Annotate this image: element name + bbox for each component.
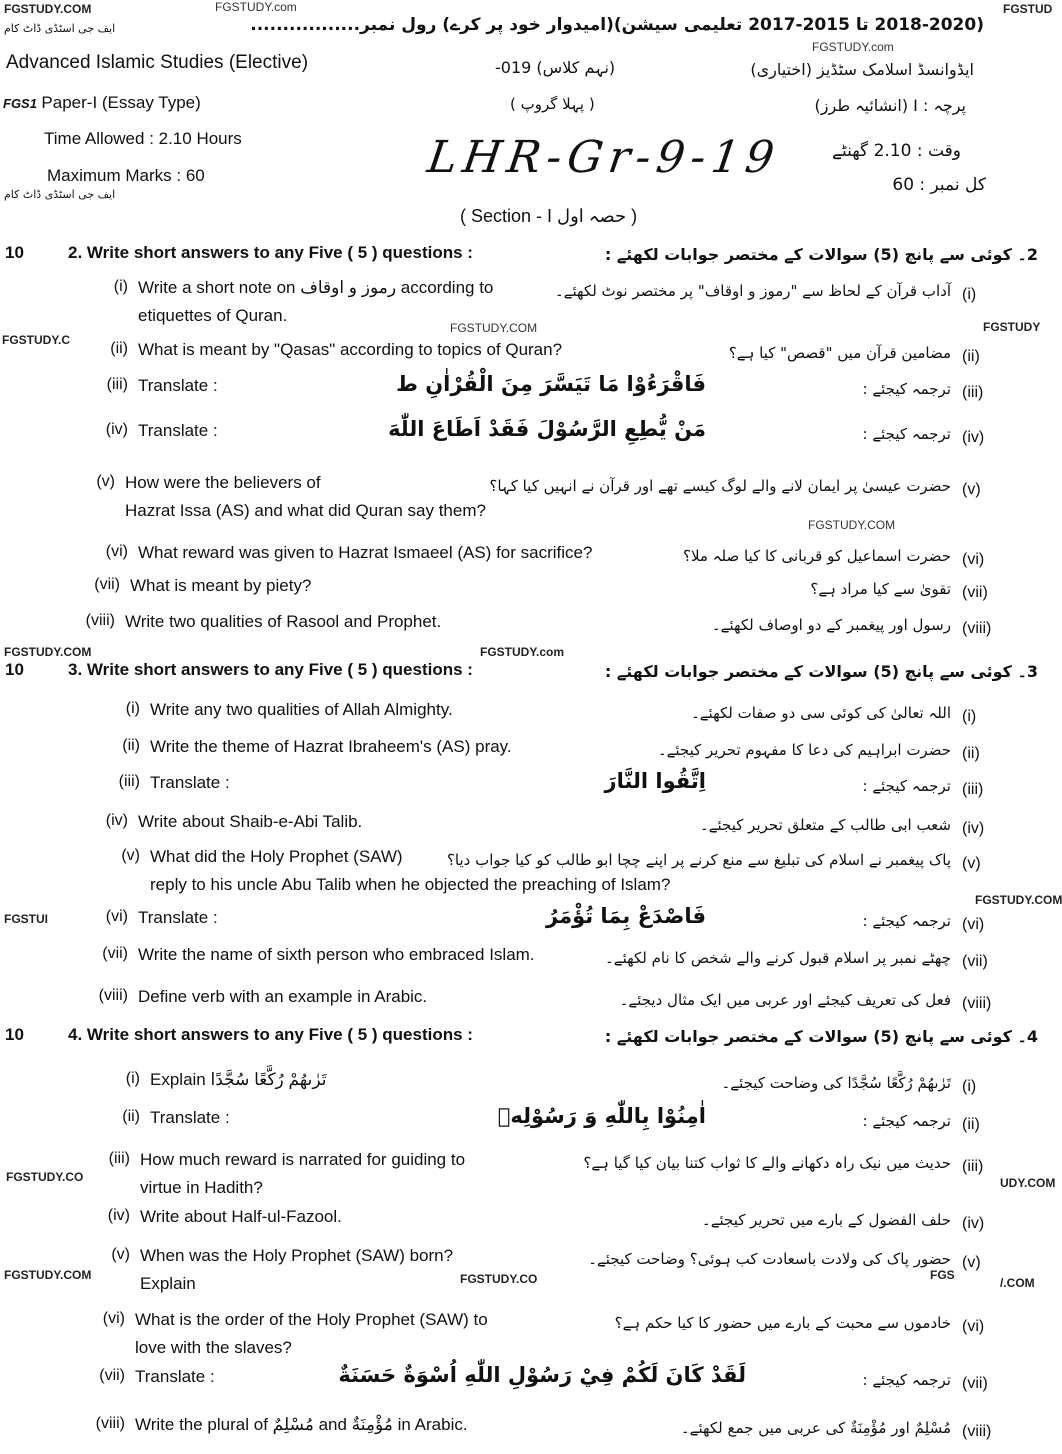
item-text-urdu: تَرٰىهُمْ رُكَّعًا سُجَّدًا کی وضاحت کیجئے۔ (721, 1074, 951, 1092)
item-number: (vii) (102, 945, 128, 962)
item-number-urdu: (ii) (962, 1116, 980, 1133)
item-number-urdu: (iv) (962, 1215, 985, 1232)
item-number: (vi) (102, 1310, 125, 1327)
item-number-urdu: (iv) (962, 820, 985, 837)
item-text-english: love with the slaves? (135, 1338, 292, 1357)
item-text-urdu: ترجمہ کیجئے : (862, 380, 951, 398)
site-name-urdu: ایف جی اسٹڈی ڈاٹ کام (4, 22, 116, 35)
item-number: (i) (125, 1070, 140, 1087)
item-text-english: Translate : (135, 1367, 215, 1386)
item-text-urdu: ترجمہ کیجئے : (862, 425, 951, 443)
item-text-english: Hazrat Issa (AS) and what did Quran say them? (125, 501, 486, 520)
item-text-english: Write about Shaib-e-Abi Talib. (138, 812, 363, 831)
item-text-english: How much reward is narrated for guiding to (140, 1150, 466, 1169)
item-number: (vi) (105, 543, 128, 560)
question-heading-english: 2. Write short answers to any Five ( 5 ) questions : (68, 243, 473, 262)
item-text-english: What is the order of the Holy Prophet (SAW) to (135, 1310, 488, 1329)
item-text-english: virtue in Hadith? (140, 1178, 263, 1197)
time-allowed-urdu: وقت : 2.10 گھنٹے (832, 141, 961, 161)
watermark: FGSTUDY (983, 320, 1041, 334)
item-number: (vii) (94, 576, 120, 593)
item-text-english: Translate : (138, 908, 218, 927)
item-number-urdu: (vii) (962, 584, 988, 601)
item-number: (iii) (118, 773, 140, 790)
maximum-marks-urdu: کل نمبر : 60 (892, 175, 986, 195)
watermark: FGSTUDY.COM (975, 893, 1062, 907)
arabic-verse: فَاقْرَءُوْا مَا تَيَسَّرَ مِنَ الْقُرْاٰنِ ط (396, 372, 706, 396)
item-number: (iii) (106, 376, 128, 393)
watermark: FGSTUDY.CO (6, 1170, 84, 1184)
item-number-urdu: (vi) (962, 551, 985, 568)
item-text-urdu: ترجمہ کیجئے : (862, 1112, 951, 1130)
item-text-english: How were the believers of (125, 473, 321, 492)
item-text-urdu: اللہ تعالیٰ کی کوئی سی دو صفات لکھئے۔ (690, 704, 951, 722)
arabic-verse: لَقَدْ كَانَ لَكُمْ فِيْ رَسُوْلِ اللّٰهِ اُسْوَةٌ حَسَنَةٌ (338, 1363, 746, 1387)
item-number: (vi) (105, 908, 128, 925)
item-text-english: Write the name of sixth person who embraced Islam. (138, 945, 535, 964)
item-text-english: What is meant by "Qasas" according to topics of Quran? (138, 340, 563, 359)
item-text-urdu: خادموں سے محبت کے بارے میں حضور کا کیا حکم ہے؟ (614, 1314, 951, 1332)
item-text-urdu: حضرت عیسیٰ پر ایمان لانے والے لوگ کیسے تھے اور قرآن نے انہیں کیا کہا؟ (489, 477, 951, 495)
arabic-verse: اِتَّقُوا النَّارَ (604, 769, 706, 793)
question-heading-urdu: 4۔ کوئی سے پانچ (5) سوالات کے مختصر جوابات لکھئے : (604, 1027, 1038, 1046)
item-text-urdu: حضور پاک کی ولادت باسعادت کب ہوئی؟ وضاحت کیجئے۔ (588, 1250, 951, 1268)
item-text-english: Write about Half-ul-Fazool. (140, 1207, 342, 1226)
item-text-urdu: رسول اور پیغمبر کے دو اوصاف لکھئے۔ (711, 616, 951, 634)
item-number-urdu: (viii) (962, 1423, 992, 1440)
watermark: FGS (930, 1268, 955, 1282)
item-number-urdu: (vii) (962, 1375, 988, 1392)
item-text-urdu: حلف الفضول کے بارے میں تحریر کیجئے۔ (701, 1211, 951, 1229)
item-text-urdu: چھٹے نمبر پر اسلام قبول کرنے والے شخص کا نام لکھئے۔ (605, 949, 951, 967)
watermark: FGSTUDY.COM (450, 321, 538, 335)
item-number: (i) (113, 278, 128, 295)
item-text-english: Write a short note on رموز و اوقاف according to (138, 278, 494, 297)
watermark: UDY.COM (1000, 1176, 1056, 1190)
item-number-urdu: (iii) (962, 384, 984, 401)
item-text-urdu: حضرت اسماعیل کو قربانی کا کیا صلہ ملا؟ (682, 547, 951, 565)
item-number-urdu: (i) (962, 286, 977, 303)
item-number-urdu: (i) (962, 708, 977, 725)
item-number: (iv) (107, 1207, 130, 1224)
handwritten-paper-code: LHR-Gr-9-19 (424, 132, 784, 183)
item-text-urdu: مُسْلِمٌ اور مُؤْمِنَةٌ کی عربی میں جمع لکھئے۔ (680, 1419, 951, 1437)
time-allowed-english: Time Allowed : 2.10 Hours (44, 129, 242, 148)
session-roll-number-line: (2018-2020 تا 2015-2017 تعلیمی سیشن)(امیدوار خود پر کرے) رول نمبر................. (250, 15, 984, 35)
question-marks: 10 (5, 660, 24, 679)
item-text-english: Explain تَرٰىهُمْ رُكَّعًا سُجَّدًا (150, 1070, 327, 1089)
item-number-urdu: (v) (962, 481, 981, 498)
item-number: (ii) (110, 340, 128, 357)
item-text-urdu: فعل کی تعریف کیجئے اور عربی میں ایک مثال دیجئے۔ (619, 991, 951, 1009)
paper-line (3, 93, 201, 113)
item-text-english: Write the plural of مُسْلِمٌ and مُؤْمِنَةٌ in Arabic. (135, 1415, 468, 1434)
watermark: FGSTUDY.com (812, 40, 894, 54)
item-number-urdu: (vi) (962, 1318, 985, 1335)
item-text-english: Translate : (150, 773, 230, 792)
item-number: (iv) (105, 421, 128, 438)
item-text-urdu: آداب قرآن کے لحاظ سے "رموز و اوقاف" پر مختصر نوٹ لکھئے۔ (554, 282, 951, 300)
watermark: FGSTUDY.com (480, 645, 565, 659)
question-heading-english: 3. Write short answers to any Five ( 5 ) questions : (68, 660, 473, 679)
subject-title-urdu: ایڈوانسڈ اسلامک سٹڈیز (اختیاری) (750, 60, 974, 79)
item-text-english: Write any two qualities of Allah Almighty. (150, 700, 453, 719)
item-number-urdu: (viii) (962, 620, 992, 637)
site-name-urdu: ایف جی اسٹڈی ڈاٹ کام (4, 188, 116, 201)
item-text-urdu: حضرت ابراہیم کی دعا کا مفہوم تحریر کیجئے۔ (657, 741, 951, 759)
item-number: (v) (96, 473, 115, 490)
maximum-marks-english: Maximum Marks : 60 (47, 166, 205, 185)
question-heading-english: 4. Write short answers to any Five ( 5 ) questions : (68, 1025, 473, 1044)
item-text-english: Define verb with an example in Arabic. (138, 987, 428, 1006)
item-number: (vii) (99, 1367, 125, 1384)
question-heading-urdu: 2۔ کوئی سے پانچ (5) سوالات کے مختصر جوابات لکھئے : (604, 245, 1038, 264)
paper-type-urdu: پرچہ : I (انشائیہ طرز) (814, 96, 966, 115)
question-marks: 10 (5, 1025, 24, 1044)
paper-type-english: Paper-I (Essay Type) (41, 93, 201, 112)
arabic-verse: مَنْ يُّطِعِ الرَّسُوْلَ فَقَدْ اَطَاعَ اللّٰهَ (388, 417, 706, 441)
item-text-english: Explain (140, 1274, 196, 1293)
item-number: (iii) (108, 1150, 130, 1167)
item-text-urdu: تقویٰ سے کیا مراد ہے؟ (810, 580, 951, 598)
item-number-urdu: (ii) (962, 745, 980, 762)
item-text-english: Translate : (138, 421, 218, 440)
watermark: FGSTUD (1003, 2, 1053, 16)
item-text-english: What did the Holy Prophet (SAW) (150, 847, 403, 866)
watermark: FGSTUDY.COM (808, 518, 896, 532)
item-number-urdu: (iii) (962, 781, 984, 798)
item-number: (viii) (95, 1415, 125, 1432)
watermark: FGSTUDY.CO (460, 1272, 538, 1286)
watermark: FGSTUDY.com (215, 0, 297, 14)
watermark: FGSTUI (4, 912, 48, 926)
item-number: (iv) (105, 812, 128, 829)
subject-title-english: Advanced Islamic Studies (Elective) (6, 52, 309, 73)
item-number: (v) (121, 847, 140, 864)
item-text-english: Translate : (138, 376, 218, 395)
watermark: FGSTUDY.COM (4, 2, 92, 16)
item-number-urdu: (viii) (962, 995, 992, 1012)
item-text-english: When was the Holy Prophet (SAW) born? (140, 1246, 454, 1265)
item-text-urdu: شعب ابی طالب کے متعلق تحریر کیجئے۔ (699, 816, 951, 834)
item-number-urdu: (ii) (962, 348, 980, 365)
watermark: FGSTUDY.COM (4, 645, 92, 659)
question-marks: 10 (5, 243, 24, 262)
item-number-urdu: (iii) (962, 1158, 984, 1175)
item-text-english: reply to his uncle Abu Talib when he objected the preaching of Islam? (150, 875, 671, 894)
item-number: (viii) (98, 987, 128, 1004)
item-number: (ii) (122, 737, 140, 754)
class-label: (نہم کلاس) 019- (495, 58, 616, 77)
item-text-english: Write the theme of Hazrat Ibraheem's (AS) pray. (150, 737, 512, 756)
item-number-urdu: (iv) (962, 429, 985, 446)
group-label: ( پہلا گروپ ) (510, 95, 595, 113)
item-text-urdu: حدیث میں نیک راہ دکھانے والے کا ثواب کتنا بیان کیا گیا ہے؟ (583, 1154, 951, 1172)
item-text-urdu: ترجمہ کیجئے : (862, 1371, 951, 1389)
question-heading-urdu: 3۔ کوئی سے پانچ (5) سوالات کے مختصر جوابات لکھئے : (604, 662, 1038, 681)
item-number-urdu: (v) (962, 1254, 981, 1271)
item-text-english: What reward was given to Hazrat Ismaeel (AS) for sacrifice? (138, 543, 593, 562)
item-number: (i) (125, 700, 140, 717)
item-number-urdu: (i) (962, 1078, 977, 1095)
item-text-english: Translate : (150, 1108, 230, 1127)
arabic-verse: اٰمِنُوْا بِاللّٰهِ وَ رَسُوْلِهٖ (497, 1104, 706, 1128)
item-text-english: etiquettes of Quran. (138, 306, 288, 325)
item-number: (viii) (85, 612, 115, 629)
item-text-urdu: ترجمہ کیجئے : (862, 777, 951, 795)
item-text-urdu: مضامین قرآن میں "قصص" کیا ہے؟ (728, 344, 951, 362)
item-text-english: What is meant by piety? (130, 576, 312, 595)
item-text-urdu: پاک پیغمبر نے اسلام کی تبلیغ سے منع کرنے پر اپنے چچا ابو طالب کو کیا جواب دیا؟ (446, 851, 951, 869)
section-title: ( Section - I حصہ اول ) (460, 206, 638, 226)
item-number-urdu: (v) (962, 855, 981, 872)
item-number-urdu: (vii) (962, 953, 988, 970)
item-number-urdu: (vi) (962, 916, 985, 933)
watermark: FGSTUDY.COM (4, 1268, 92, 1282)
watermark: FGSTUDY.C (2, 333, 71, 347)
item-number: (ii) (122, 1108, 140, 1125)
item-text-urdu: ترجمہ کیجئے : (862, 912, 951, 930)
item-text-english: Write two qualities of Rasool and Prophet. (125, 612, 442, 631)
paper-prefix: FGS1 (3, 96, 37, 111)
item-number: (v) (111, 1246, 130, 1263)
watermark: /.COM (1000, 1276, 1035, 1290)
arabic-verse: فَاصْدَعْ بِمَا تُؤْمَرُ (546, 904, 706, 928)
